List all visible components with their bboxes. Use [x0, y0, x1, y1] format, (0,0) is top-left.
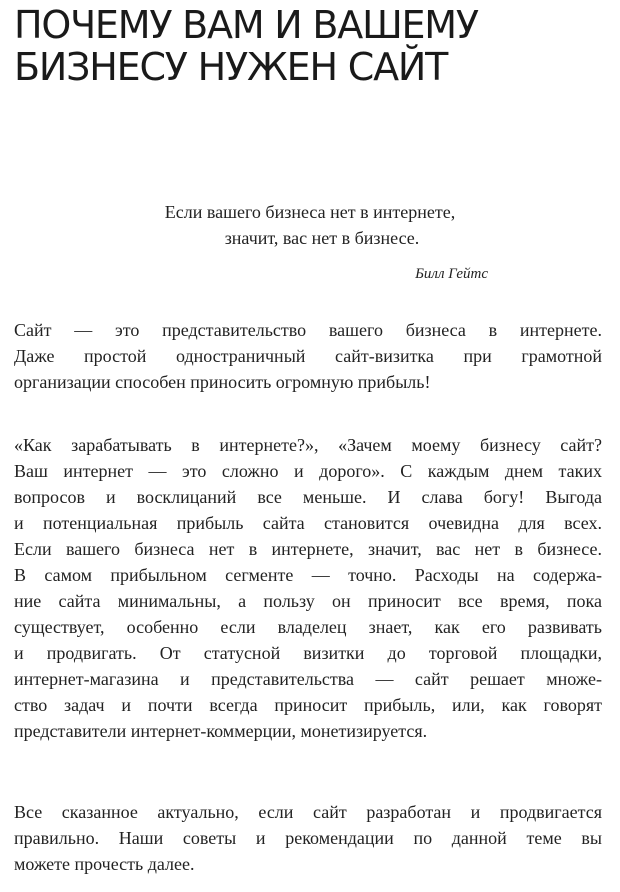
paragraph-line: интернет-магазина и представительства — сайт решает множе- — [14, 669, 602, 689]
paragraph-line: ние сайта минимальны, а пользу он приносит все время, пока — [14, 591, 602, 611]
paragraph-line: можете прочесть далее. — [14, 854, 195, 874]
paragraph-line: и потенциальная прибыль сайта становится очевидна для всех. — [14, 513, 602, 533]
epigraph-author: Билл Гейтс — [415, 266, 488, 282]
paragraph-1 — [14, 317, 602, 395]
epigraph-line-1: Если вашего бизнеса нет в интернете, — [164, 202, 456, 222]
paragraph-line: организации способен приносить огромную прибыль! — [14, 372, 431, 392]
paragraph-line: «Как зарабатывать в интернете?», «Зачем моему бизнесу сайт? — [14, 435, 602, 455]
epigraph-quote — [0, 199, 620, 251]
epigraph-line-2: значит, вас нет в бизнесе. — [224, 228, 420, 248]
chapter-title — [14, 4, 614, 88]
paragraph-line: представители интернет-коммерции, монетизируется. — [14, 721, 428, 741]
paragraph-line: правильно. Наши советы и рекомендации по данной теме вы — [14, 828, 602, 848]
chapter-title-line-2: БИЗНЕСУ НУЖЕН САЙТ — [14, 45, 448, 89]
paragraph-line: вопросов и восклицаний все меньше. И слава богу! Выгода — [14, 487, 602, 507]
paragraph-line: Даже простой одностраничный сайт-визитка при грамотной — [14, 346, 602, 366]
paragraph-line: Все сказанное актуально, если сайт разработан и продвигается — [14, 802, 602, 822]
paragraph-line: В самом прибыльном сегменте — точно. Расходы на содержа- — [14, 565, 602, 585]
chapter-title-line-1: ПОЧЕМУ ВАМ И ВАШЕМУ — [14, 3, 478, 47]
paragraph-3 — [14, 799, 602, 877]
paragraph-line: ство задач и почти всегда приносит прибыль, или, как говорят — [14, 695, 602, 715]
paragraph-2 — [14, 432, 602, 744]
paragraph-line: Если вашего бизнеса нет в интернете, значит, вас нет в бизнесе. — [14, 539, 602, 559]
paragraph-line: и продвигать. От статусной визитки до торговой площадки, — [14, 643, 602, 663]
paragraph-line: Ваш интернет — это сложно и дорого». С каждым днем таких — [14, 461, 602, 481]
paragraph-line: Сайт — это представительство вашего бизнеса в интернете. — [14, 320, 602, 340]
paragraph-line: существует, особенно если владелец знает, как его развивать — [14, 617, 602, 637]
